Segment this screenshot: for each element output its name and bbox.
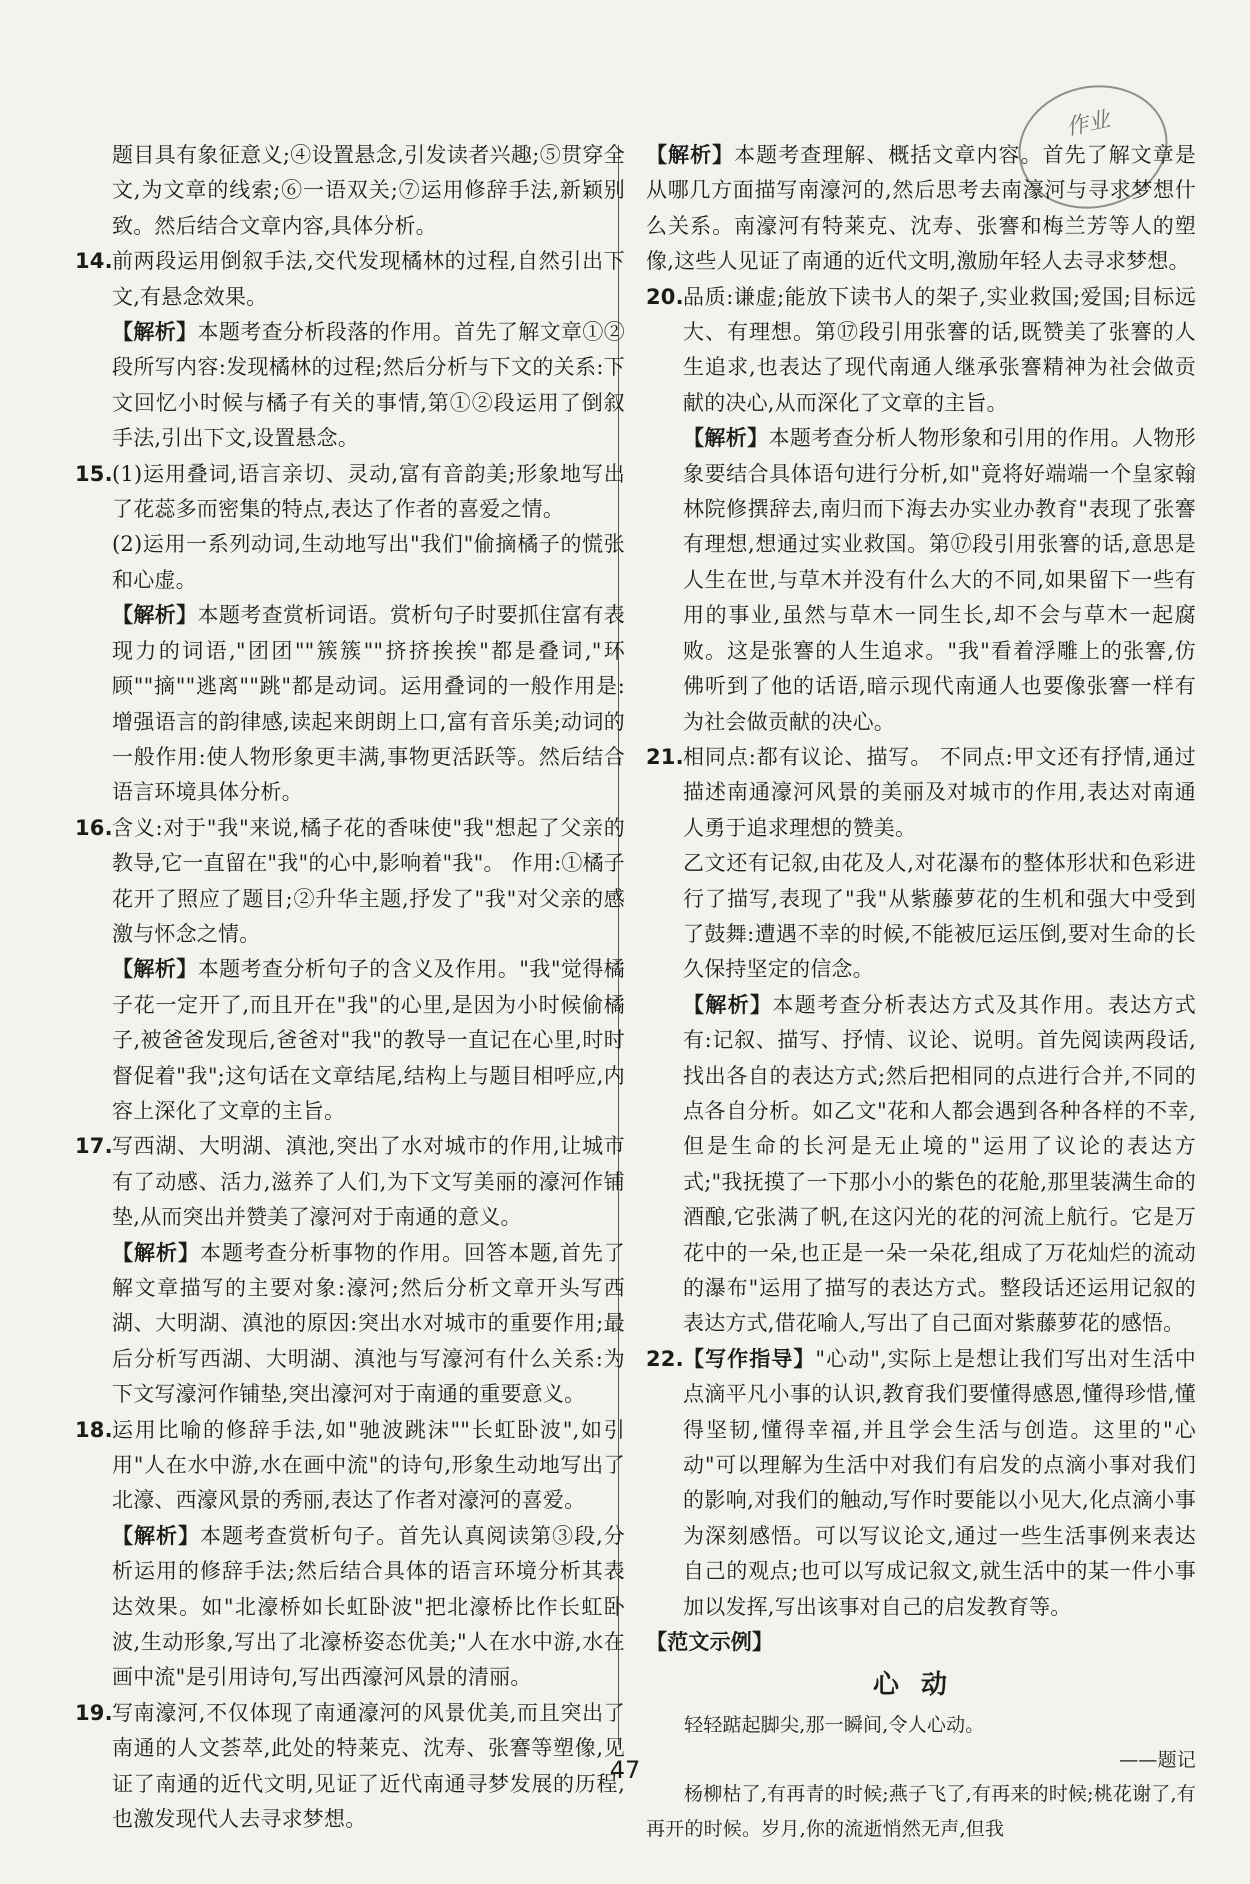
analysis-text: 本题考查分析句子的含义及作用。"我"觉得橘子花一定开了,而且开在"我"的心里,是因为小时候偷橘子,被爸爸发现后,爸爸对"我"的教导一直记在心里,时时督促着"我";这句话在文章结尾,结构上与题目相呼应,内容上深化了文章的主旨。 bbox=[112, 957, 625, 1123]
analysis-tag: 【解析】 bbox=[646, 143, 735, 167]
analysis-tag: 【解析】 bbox=[112, 1523, 201, 1548]
left-intro: 题目具有象征意义;④设置悬念,引发读者兴趣;⑤贯穿全文,为文章的线索;⑥一语双关;⑦运用修辞手法,新颖别致。然后结合文章内容,具体分析。 bbox=[112, 143, 625, 238]
analysis-text: 本题考查分析人物形象和引用的作用。人物形象要结合具体语句进行分析,如"竟将好端端一个皇家翰林院修撰辞去,南归而下海去办实业办教育"表现了张謇有理想,想通过实业救国。第⑰段引用张謇的话,意思是人生在世,与草木并没有什么大的不同,如果留下一些有用的事业,虽然与草木一同生长,却不会与草木一起腐败。这是张謇的人生追求。"我"看着浮雕上的张謇,仿佛听到了他的话语,暗示现代南通人也要像张謇一样有为社会做贡献的决心。 bbox=[683, 426, 1196, 734]
epigraph-signature: ——题记 bbox=[1119, 1748, 1196, 1771]
question-16 bbox=[75, 811, 625, 1130]
answer-part-2: (2)运用一系列动词,生动地写出"我们"偷摘橘子的慌张和心虚。 bbox=[112, 532, 625, 592]
question-number: 19. bbox=[75, 1700, 113, 1725]
analysis-tag: 【解析】 bbox=[683, 992, 773, 1017]
answer: 写西湖、大明湖、滇池,突出了水对城市的作用,让城市有了动感、活力,滋养了人们,为下文写美丽的濠河作铺垫,从而突出并赞美了濠河对于南通的意义。 bbox=[112, 1134, 625, 1230]
answer-part-2: 乙文还有记叙,由花及人,对花瀑布的整体形状和色彩进行了描写,表现了"我"从紫藤萝花的生机和强大中受到了鼓舞:遭遇不幸的时候,不能被厄运压倒,要对生命的长久保持坚定的信念。 bbox=[683, 851, 1196, 982]
answer: 相同点:都有议论、描写。 不同点:甲文还有抒情,通过描述南通濠河风景的美丽及对城市的作用,表达对南通人勇于追求理想的赞美。 bbox=[683, 744, 1196, 840]
question-number: 20. bbox=[646, 284, 684, 309]
analysis-text: 本题考查分析段落的作用。首先了解文章①②段所写内容:发现橘林的过程;然后分析与下文的关系:下文回忆小时候与橘子有关的事情,第①②段运用了倒叙手法,引出下文,设置悬念。 bbox=[112, 320, 625, 451]
answer: 品质:谦虚;能放下读书人的架子,实业救国;爱国;目标远大、有理想。第⑰段引用张謇的话,既赞美了张謇的人生追求,也表达了现代南通人继承张謇精神为社会做贡献的决心,从而深化了文章的主旨。 bbox=[683, 284, 1196, 415]
analysis-tag: 【解析】 bbox=[112, 603, 198, 628]
question-number: 18. bbox=[75, 1417, 113, 1442]
analysis-text: 本题考查分析表达方式及其作用。表达方式有:记叙、描写、抒情、议论、说明。首先阅读两段话,找出各自的表达方式;然后把相同的点进行合并,不同的点各自分析。如乙文"花和人都会遇到各种各样的不幸,但是生命的长河是无止境的"运用了议论的表达方式;"我抚摸了一下那小小的紫色的花舱,那里装满生命的酒酿,它张满了帆,在这闪光的花的河流上航行。它是万花中的一朵,也正是一朵一朵花,组成了万花灿烂的流动的瀑布"运用了描写的表达方式。整段话还运用记叙的表达方式,借花喻人,写出了自己面对紫藤萝花的感悟。 bbox=[683, 992, 1196, 1336]
answer: 含义:对于"我"来说,橘子花的香味使"我"想起了父亲的教导,它一直留在"我"的心中,影响着"我"。 作用:①橘子花开了照应了题目;②升华主题,抒发了"我"对父亲的感激与怀念之情。 bbox=[112, 815, 625, 946]
essay-epigraph: 轻轻踮起脚尖,那一瞬间,令人心动。 bbox=[684, 1713, 985, 1736]
question-number: 16. bbox=[75, 815, 113, 840]
answer: 运用比喻的修辞手法,如"驰波跳沫""长虹卧波",如引用"人在水中游,水在画中流"的诗句,形象生动地写出了北濠、西濠风景的秀丽,表达了作者对濠河的喜爱。 bbox=[112, 1417, 625, 1513]
writing-guide-tag: 【写作指导】 bbox=[683, 1346, 816, 1371]
sample-essay-tag: 【范文示例】 bbox=[646, 1630, 774, 1655]
writing-guide-text: "心动",实际上是想让我们写出对生活中点滴平凡小事的认识,教育我们要懂得感恩,懂得珍惜,懂得坚韧,懂得幸福,并且学会生活与创造。这里的"心动"可以理解为生活中对我们有启发的点滴小事对我们的影响,对我们的触动,写作时要能以小见大,化点滴小事为深刻感悟。可以写议论文,通过一些生活事例来表达自己的观点;也可以写成记叙文,就生活中的某一件小事加以发挥,写出该事对自己的启发教育等。 bbox=[683, 1346, 1196, 1619]
question-number: 21. bbox=[646, 744, 684, 769]
analysis-tag: 【解析】 bbox=[112, 320, 198, 345]
stamp-text: 作业 bbox=[1063, 107, 1113, 141]
question-number: 17. bbox=[75, 1134, 113, 1159]
question-number: 14. bbox=[75, 249, 113, 274]
question-number: 22. bbox=[646, 1346, 684, 1371]
right-column bbox=[646, 138, 1196, 1847]
question-21 bbox=[646, 740, 1196, 1342]
question-22 bbox=[646, 1342, 1196, 1625]
left-column bbox=[75, 138, 625, 1838]
essay-paragraph: 杨柳枯了,有再青的时候;燕子飞了,有再来的时候;桃花谢了,有再开的时候。岁月,你的流逝悄然无声,但我 bbox=[646, 1782, 1196, 1840]
page-number: 47 bbox=[609, 1756, 641, 1784]
analysis-text: 本题考查赏析句子。首先认真阅读第③段,分析运用的修辞手法;然后结合具体的语言环境分析其表达效果。如"北濠桥如长虹卧波"把北濠桥比作长虹卧波,生动形象,写出了北濠桥姿态优美;"人在水中游,水在画中流"是引用诗句,写出西濠河风景的清丽。 bbox=[112, 1523, 625, 1690]
essay-title: 心动 bbox=[872, 1670, 969, 1701]
answer: (1)运用叠词,语言亲切、灵动,富有音韵美;形象地写出了花蕊多而密集的特点,表达了作者的喜爱之情。 bbox=[112, 461, 625, 522]
analysis-tag: 【解析】 bbox=[112, 957, 198, 982]
analysis-text: 本题考查赏析词语。赏析句子时要抓住富有表现力的词语,"团团""簇簇""挤挤挨挨"都是叠词,"环顾""摘""逃离""跳"都是动词。运用叠词的一般作用是:增强语言的韵律感,读起来朗朗上口,富有音乐美;动词的一般作用:使人物形象更丰满,事物更活跃等。然后结合语言环境具体分析。 bbox=[112, 603, 625, 805]
question-20 bbox=[646, 280, 1196, 740]
question-14 bbox=[75, 244, 625, 456]
analysis-text: 本题考查理解、概括文章内容。首先了解文章是从哪几方面描写南濠河的,然后思考去南濠河与寻求梦想什么关系。南濠河有特莱克、沈寿、张謇和梅兰芳等人的塑像,这些人见证了南通的近代文明,激励年轻人去寻求梦想。 bbox=[646, 143, 1196, 274]
question-number: 15. bbox=[75, 461, 113, 486]
analysis-text: 本题考查分析事物的作用。回答本题,首先了解文章描写的主要对象:濠河;然后分析文章开头写西湖、大明湖、滇池的原因:突出水对城市的重要作用;最后分析写西湖、大明湖、滇池与写濠河有什么关系:为下文写濠河作铺垫,突出濠河对于南通的重要意义。 bbox=[112, 1240, 625, 1407]
question-18 bbox=[75, 1413, 625, 1696]
answer: 前两段运用倒叙手法,交代发现橘林的过程,自然引出下文,有悬念效果。 bbox=[112, 249, 625, 309]
question-15 bbox=[75, 457, 625, 811]
analysis-tag: 【解析】 bbox=[112, 1240, 201, 1265]
answer: 写南濠河,不仅体现了南通濠河的风景优美,而且突出了南通的人文荟萃,此处的特莱克、沈寿、张謇等塑像,见证了南通的近代文明,见证了近代南通寻梦发展的历程,也激发现代人去寻求梦想。 bbox=[112, 1700, 625, 1832]
question-17 bbox=[75, 1129, 625, 1412]
analysis-tag: 【解析】 bbox=[683, 426, 769, 451]
